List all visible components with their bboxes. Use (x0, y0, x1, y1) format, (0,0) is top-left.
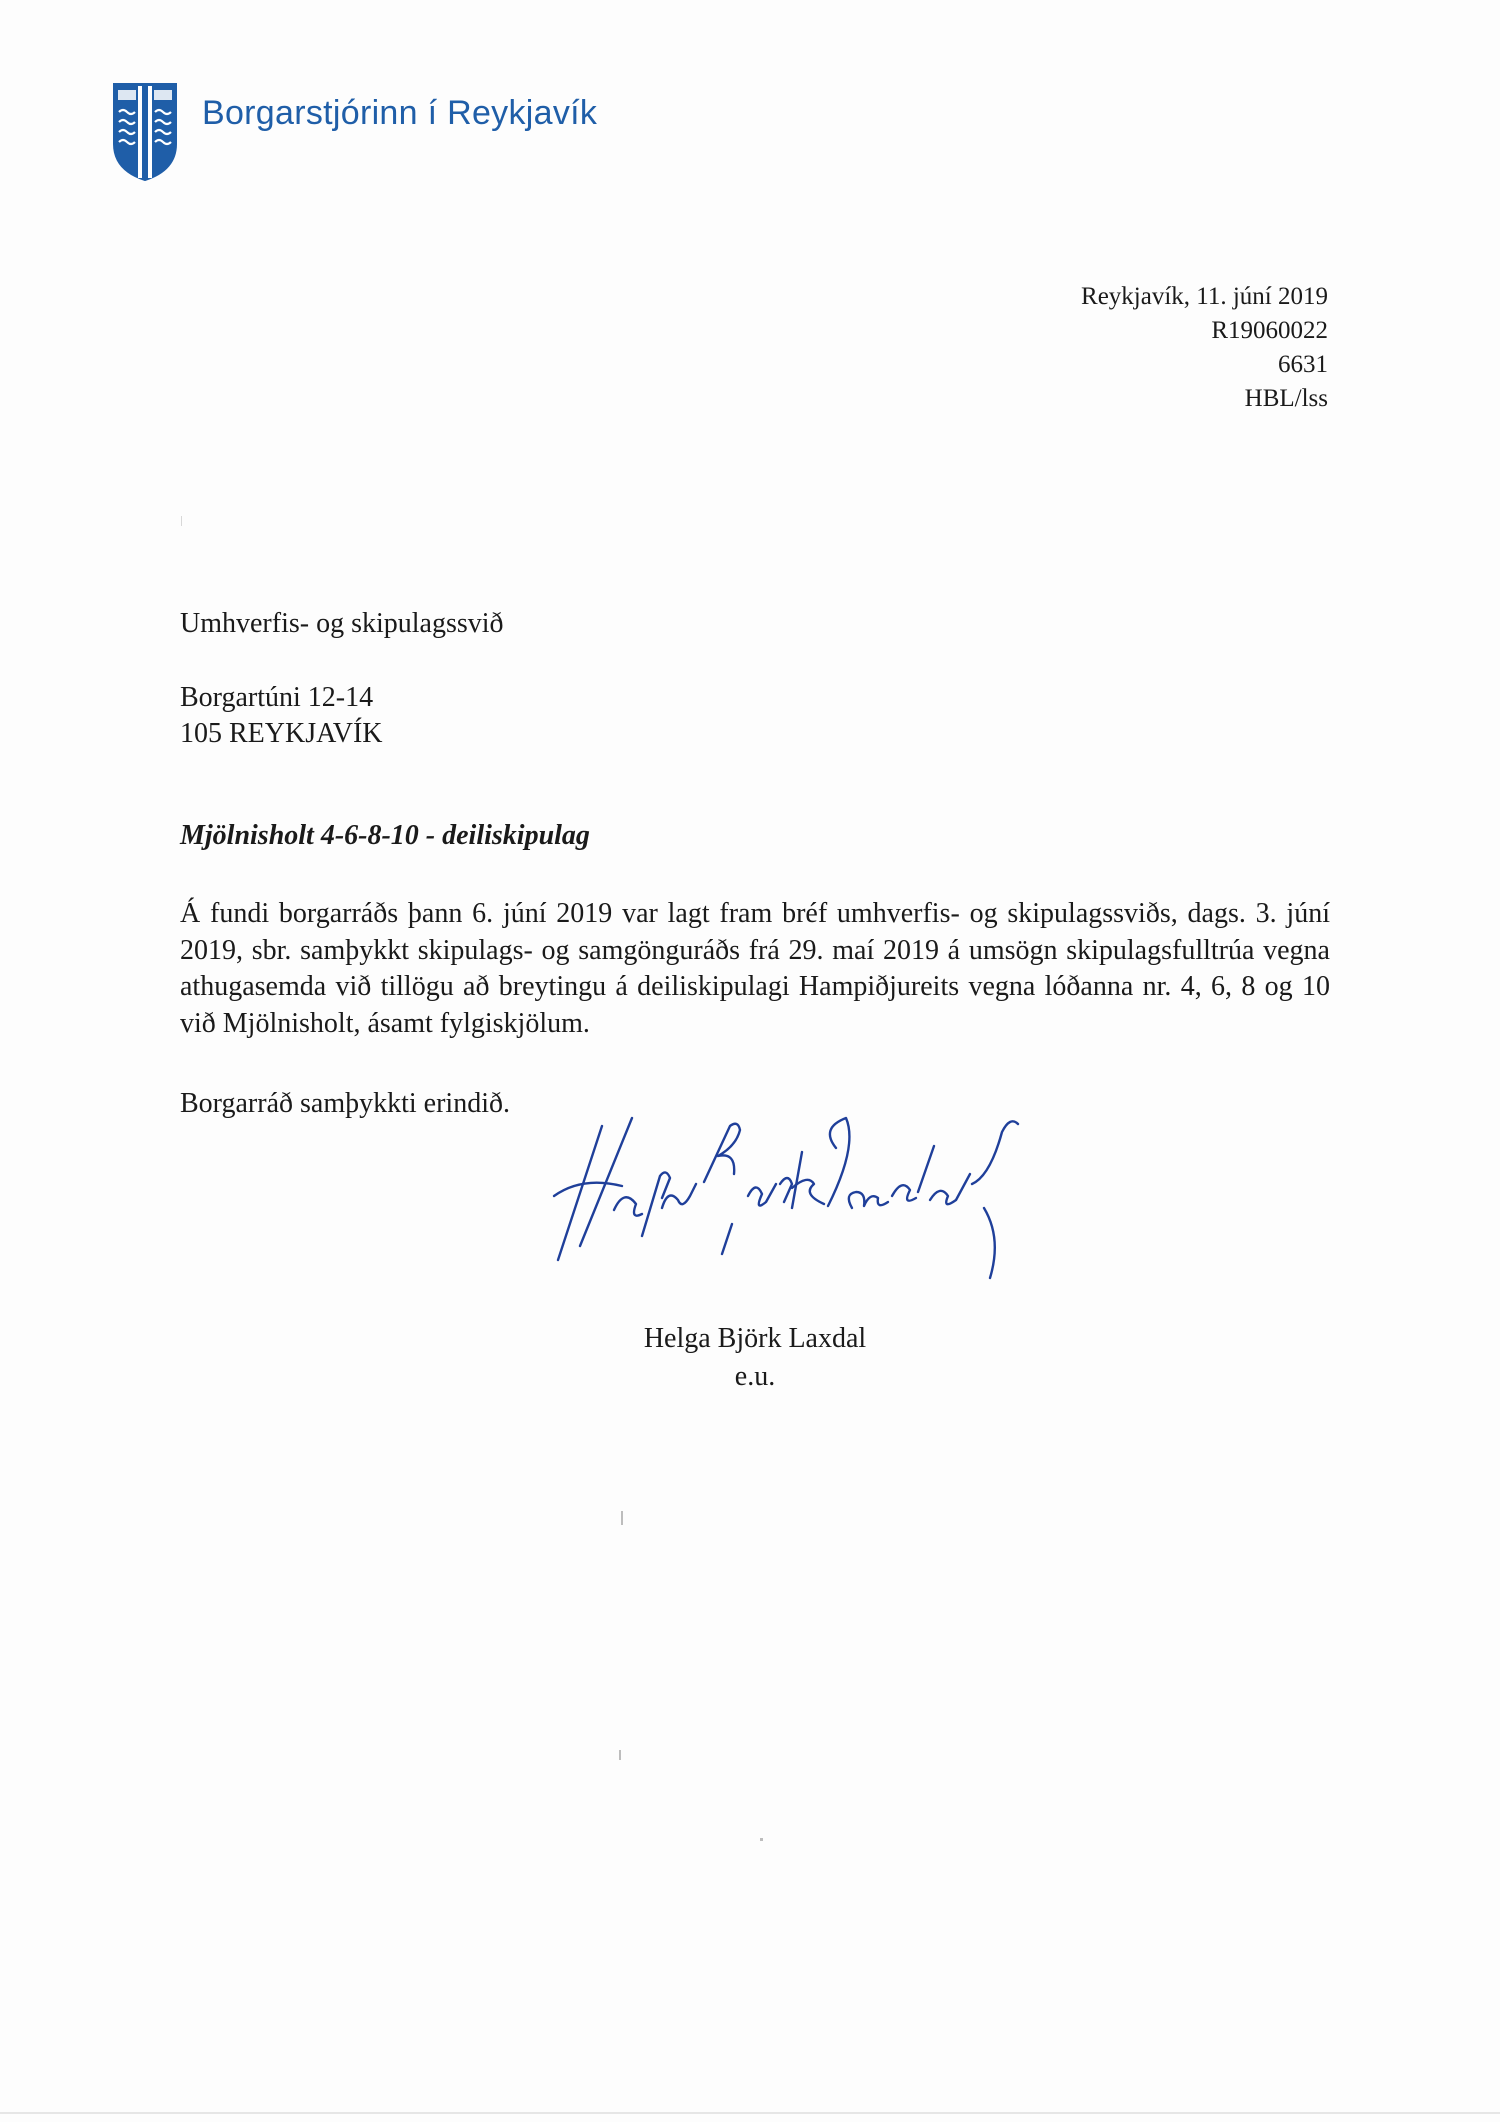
place-date: Reykjavík, 11. júní 2019 (1081, 283, 1328, 310)
address-city: 105 REYKJAVÍK (180, 718, 383, 749)
reference-block (1081, 280, 1328, 416)
case-number: R19060022 (1211, 317, 1328, 344)
closing-sentence: Borgarráð samþykkti erindið. (180, 1088, 510, 1119)
recipient-address (180, 680, 383, 752)
recipient-department: Umhverfis- og skipulagssvið (180, 608, 504, 639)
scan-edge-line (0, 2112, 1500, 2114)
signer-block (620, 1320, 890, 1396)
letter-subject: Mjölnisholt 4-6-8-10 - deiliskipulag (180, 820, 590, 851)
address-street: Borgartúni 12-14 (180, 682, 374, 713)
body-paragraph: Á fundi borgarráðs þann 6. júní 2019 var lagt fram bréf umhverfis- og skipulagssviðs, dags. 3. júní 2019, sbr. samþykkt skipulags- og samgönguráðs frá 29. maí 2019 á umsögn skipulagsfulltrúa vegna athugasemda við tillögu að breytingu á deiliskipulagi Hampiðjureits vegna lóðanna nr. 4, 6, 8 og 10 við Mjölnisholt, ásamt fylgiskjölum. (180, 898, 1330, 1039)
handwritten-signature (552, 1112, 1062, 1292)
scan-speck (619, 1750, 621, 1760)
reference-code: 6631 (1278, 351, 1328, 378)
reference-initials: HBL/lss (1244, 385, 1328, 412)
organization-name: Borgarstjórinn í Reykjavík (202, 94, 598, 132)
reykjavik-coat-of-arms-icon (112, 82, 178, 182)
scan-speck (760, 1838, 763, 1841)
scan-speck (621, 1511, 623, 1525)
signer-name: Helga Björk Laxdal (643, 1323, 867, 1354)
signer-title: e.u. (734, 1361, 776, 1392)
scan-speck (181, 516, 182, 526)
